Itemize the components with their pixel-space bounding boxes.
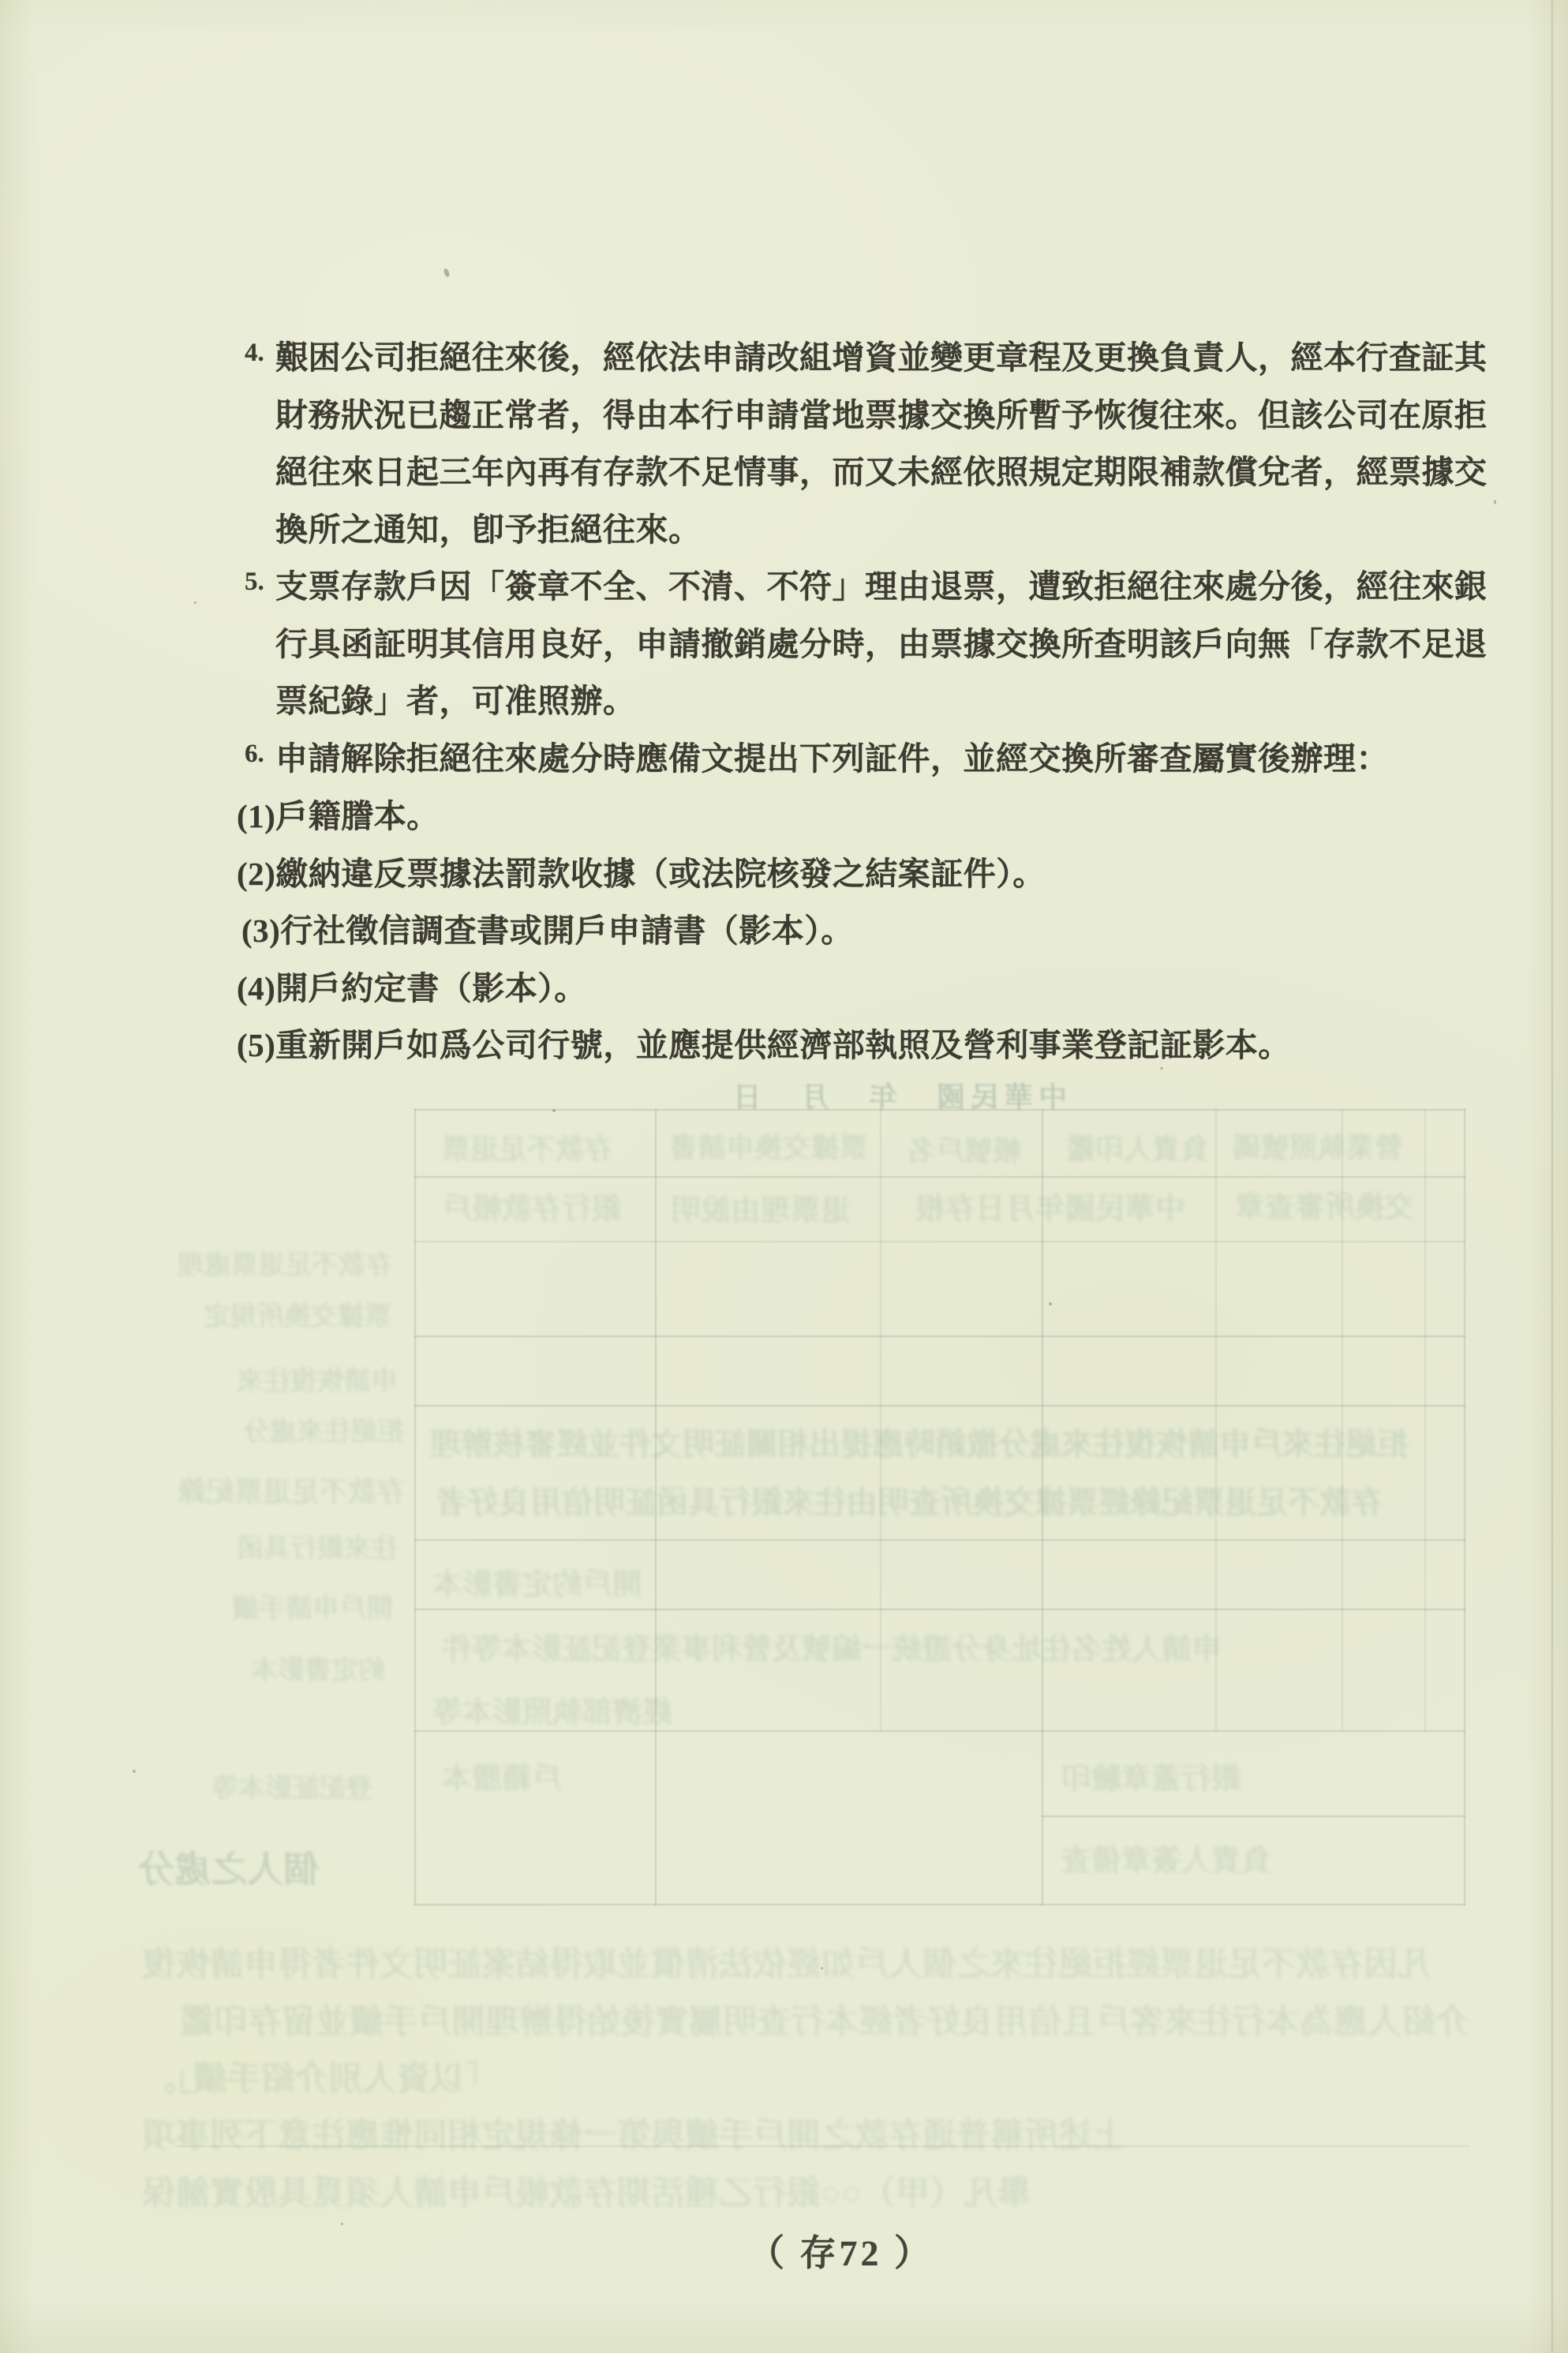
text-line: 支票存款戶因「簽章不全、不清、不符」理由退票，遭致拒絕往來處分後，經往來銀 bbox=[275, 568, 1488, 605]
ghost-text: 上述所稱普通存款之開戶手續與第一條規定相同惟應注意下列事項 bbox=[142, 2118, 1126, 2155]
ghost-text: 「以資人別介紹手續」。 bbox=[142, 2061, 499, 2098]
ghost-text: 票據交換所規定 bbox=[204, 1302, 391, 1332]
ghost-text: 銀行蓋章驗印 bbox=[1061, 1763, 1242, 1796]
ghost-table-line bbox=[414, 1609, 1465, 1610]
item-number: 4. bbox=[245, 339, 264, 367]
ghost-text: 申請恢復往來 bbox=[237, 1367, 398, 1396]
paper-speck bbox=[1494, 500, 1496, 504]
paper-speck bbox=[133, 1770, 136, 1773]
text-line: 財務狀況已趨正常者，得由本行申請當地票據交換所暫予恢復往來。但該公司在原拒 bbox=[275, 397, 1488, 433]
text-line: 票紀錄」者，可准照辦。 bbox=[275, 683, 636, 719]
ghost-date-line: 中華民國 年 月 日 bbox=[728, 1081, 1068, 1113]
ghost-table-line bbox=[414, 1109, 1465, 1111]
ghost-table-line bbox=[414, 1904, 1465, 1905]
text-line: 申請解除拒絕往來處分時應備文提出下列証件，並經交換所審查屬實後辦理： bbox=[275, 740, 1389, 777]
paper-speck bbox=[552, 1109, 556, 1112]
ghost-table-line bbox=[1464, 1109, 1465, 1905]
ghost-text: 帳號戶名 bbox=[907, 1135, 1022, 1167]
ghost-table-line bbox=[414, 1109, 416, 1905]
ghost-text: 退票理由說明 bbox=[671, 1194, 851, 1227]
ghost-text: 個人之處分 bbox=[138, 1849, 320, 1890]
ghost-table-line bbox=[414, 1176, 1465, 1178]
ghost-underline bbox=[175, 2145, 1469, 2147]
ghost-text: 開戶申請手續 bbox=[232, 1594, 393, 1624]
text-line: 換所之通知，卽予拒絕往來。 bbox=[275, 511, 702, 548]
ghost-text: 銀行存款帳戶 bbox=[442, 1193, 623, 1226]
ghost-text: 存款不足退票紀錄經票據交換所查明由往來銀行具函証明信用良好者 bbox=[436, 1485, 1383, 1520]
ghost-table-line bbox=[414, 1336, 1465, 1337]
ghost-text: 營業執照號碼 bbox=[1233, 1132, 1404, 1163]
item-number: 5. bbox=[245, 568, 264, 596]
ghost-text: 拒絕往來戶申請恢復往來處分撤銷時應提出相關証明文件並經審核辦理 bbox=[430, 1426, 1409, 1462]
ghost-text: 存款不足退票 bbox=[442, 1133, 613, 1165]
ghost-table-line bbox=[414, 1241, 1465, 1242]
ghost-text: 介紹人應為本行往來客戶且信用良好者經本行查明屬實後始得辦理開戶手續並留存印鑑 bbox=[180, 2004, 1469, 2041]
paper-speck bbox=[1160, 1067, 1163, 1070]
ghost-text: 登記証影本等 bbox=[211, 1774, 372, 1804]
ghost-text: 中華民國年月日存根 bbox=[915, 1193, 1186, 1226]
ghost-text: 舉凡（甲）○○銀行乙種活期存款帳戶申請人須覓具殷實舖保 bbox=[142, 2175, 1031, 2212]
paper-speck bbox=[1049, 1302, 1052, 1306]
ghost-text: 負責人印鑑 bbox=[1067, 1133, 1210, 1165]
text-line: (1)戶籍謄本。 bbox=[237, 798, 440, 834]
paper-speck bbox=[1304, 772, 1306, 774]
text-line: (3)行社徵信調查書或開戶申請書（影本）。 bbox=[241, 912, 854, 949]
text-line: 行具函証明其信用良好，申請撤銷處分時，由票據交換所查明該戶向無「存款不足退 bbox=[275, 626, 1488, 662]
ghost-table-line bbox=[414, 1405, 1465, 1407]
ghost-text: 經濟部執照影本等 bbox=[432, 1696, 673, 1729]
ghost-table-line bbox=[1424, 1109, 1426, 1730]
ghost-text: 負責人簽章備查 bbox=[1061, 1845, 1272, 1878]
ghost-text: 凡因存款不足退票經拒絕往來之個人戶如經依法清償並取得結案証明文件者得申請恢復 bbox=[142, 1946, 1431, 1984]
text-line: (5)重新開戶如爲公司行號，並應提供經濟部執照及營利事業登記証影本。 bbox=[237, 1027, 1291, 1063]
page-number: （ 存72 ） bbox=[748, 2233, 934, 2273]
ghost-text: 開戶約定書影本 bbox=[432, 1568, 643, 1602]
paper-speck bbox=[194, 601, 196, 604]
paper-speck bbox=[821, 1967, 823, 1969]
ghost-text: 存款不足退票紀錄 bbox=[178, 1476, 406, 1508]
ghost-text: 票據交換申請書 bbox=[669, 1132, 869, 1163]
ghost-text: 存款不足退票處理 bbox=[178, 1251, 392, 1280]
ghost-text: 拒絕往來處分 bbox=[243, 1418, 404, 1447]
paper-speck bbox=[341, 2223, 343, 2225]
ghost-text: 往來銀行具函 bbox=[237, 1534, 398, 1564]
ghost-text: 申請人姓名住址身分證統一編號及營利事業登記証影本等件 bbox=[442, 1633, 1222, 1666]
ghost-table-line bbox=[1042, 1815, 1465, 1817]
text-line: (2)繳納違反票據法罰款收據（或法院核發之結案証件）。 bbox=[237, 856, 1046, 892]
ghost-text: 戶籍謄本 bbox=[442, 1763, 563, 1796]
text-line: (4)開戶約定書（影本）。 bbox=[237, 970, 587, 1006]
text-line: 絕往來日起三年內再有存款不足情事，而又未經依照規定期限補款償兌者，經票據交 bbox=[275, 454, 1488, 490]
ghost-table-line bbox=[414, 1539, 1465, 1541]
ghost-text: 交換所審查章 bbox=[1235, 1191, 1416, 1224]
text-line: 艱困公司拒絕往來後，經依法申請改組增資並變更章程及更換負責人，經本行查証其 bbox=[275, 339, 1488, 376]
ghost-text: 約定書影本 bbox=[251, 1656, 385, 1685]
paper-speck bbox=[443, 268, 451, 277]
page-edge-line bbox=[1551, 0, 1553, 2353]
item-number: 6. bbox=[245, 740, 264, 768]
